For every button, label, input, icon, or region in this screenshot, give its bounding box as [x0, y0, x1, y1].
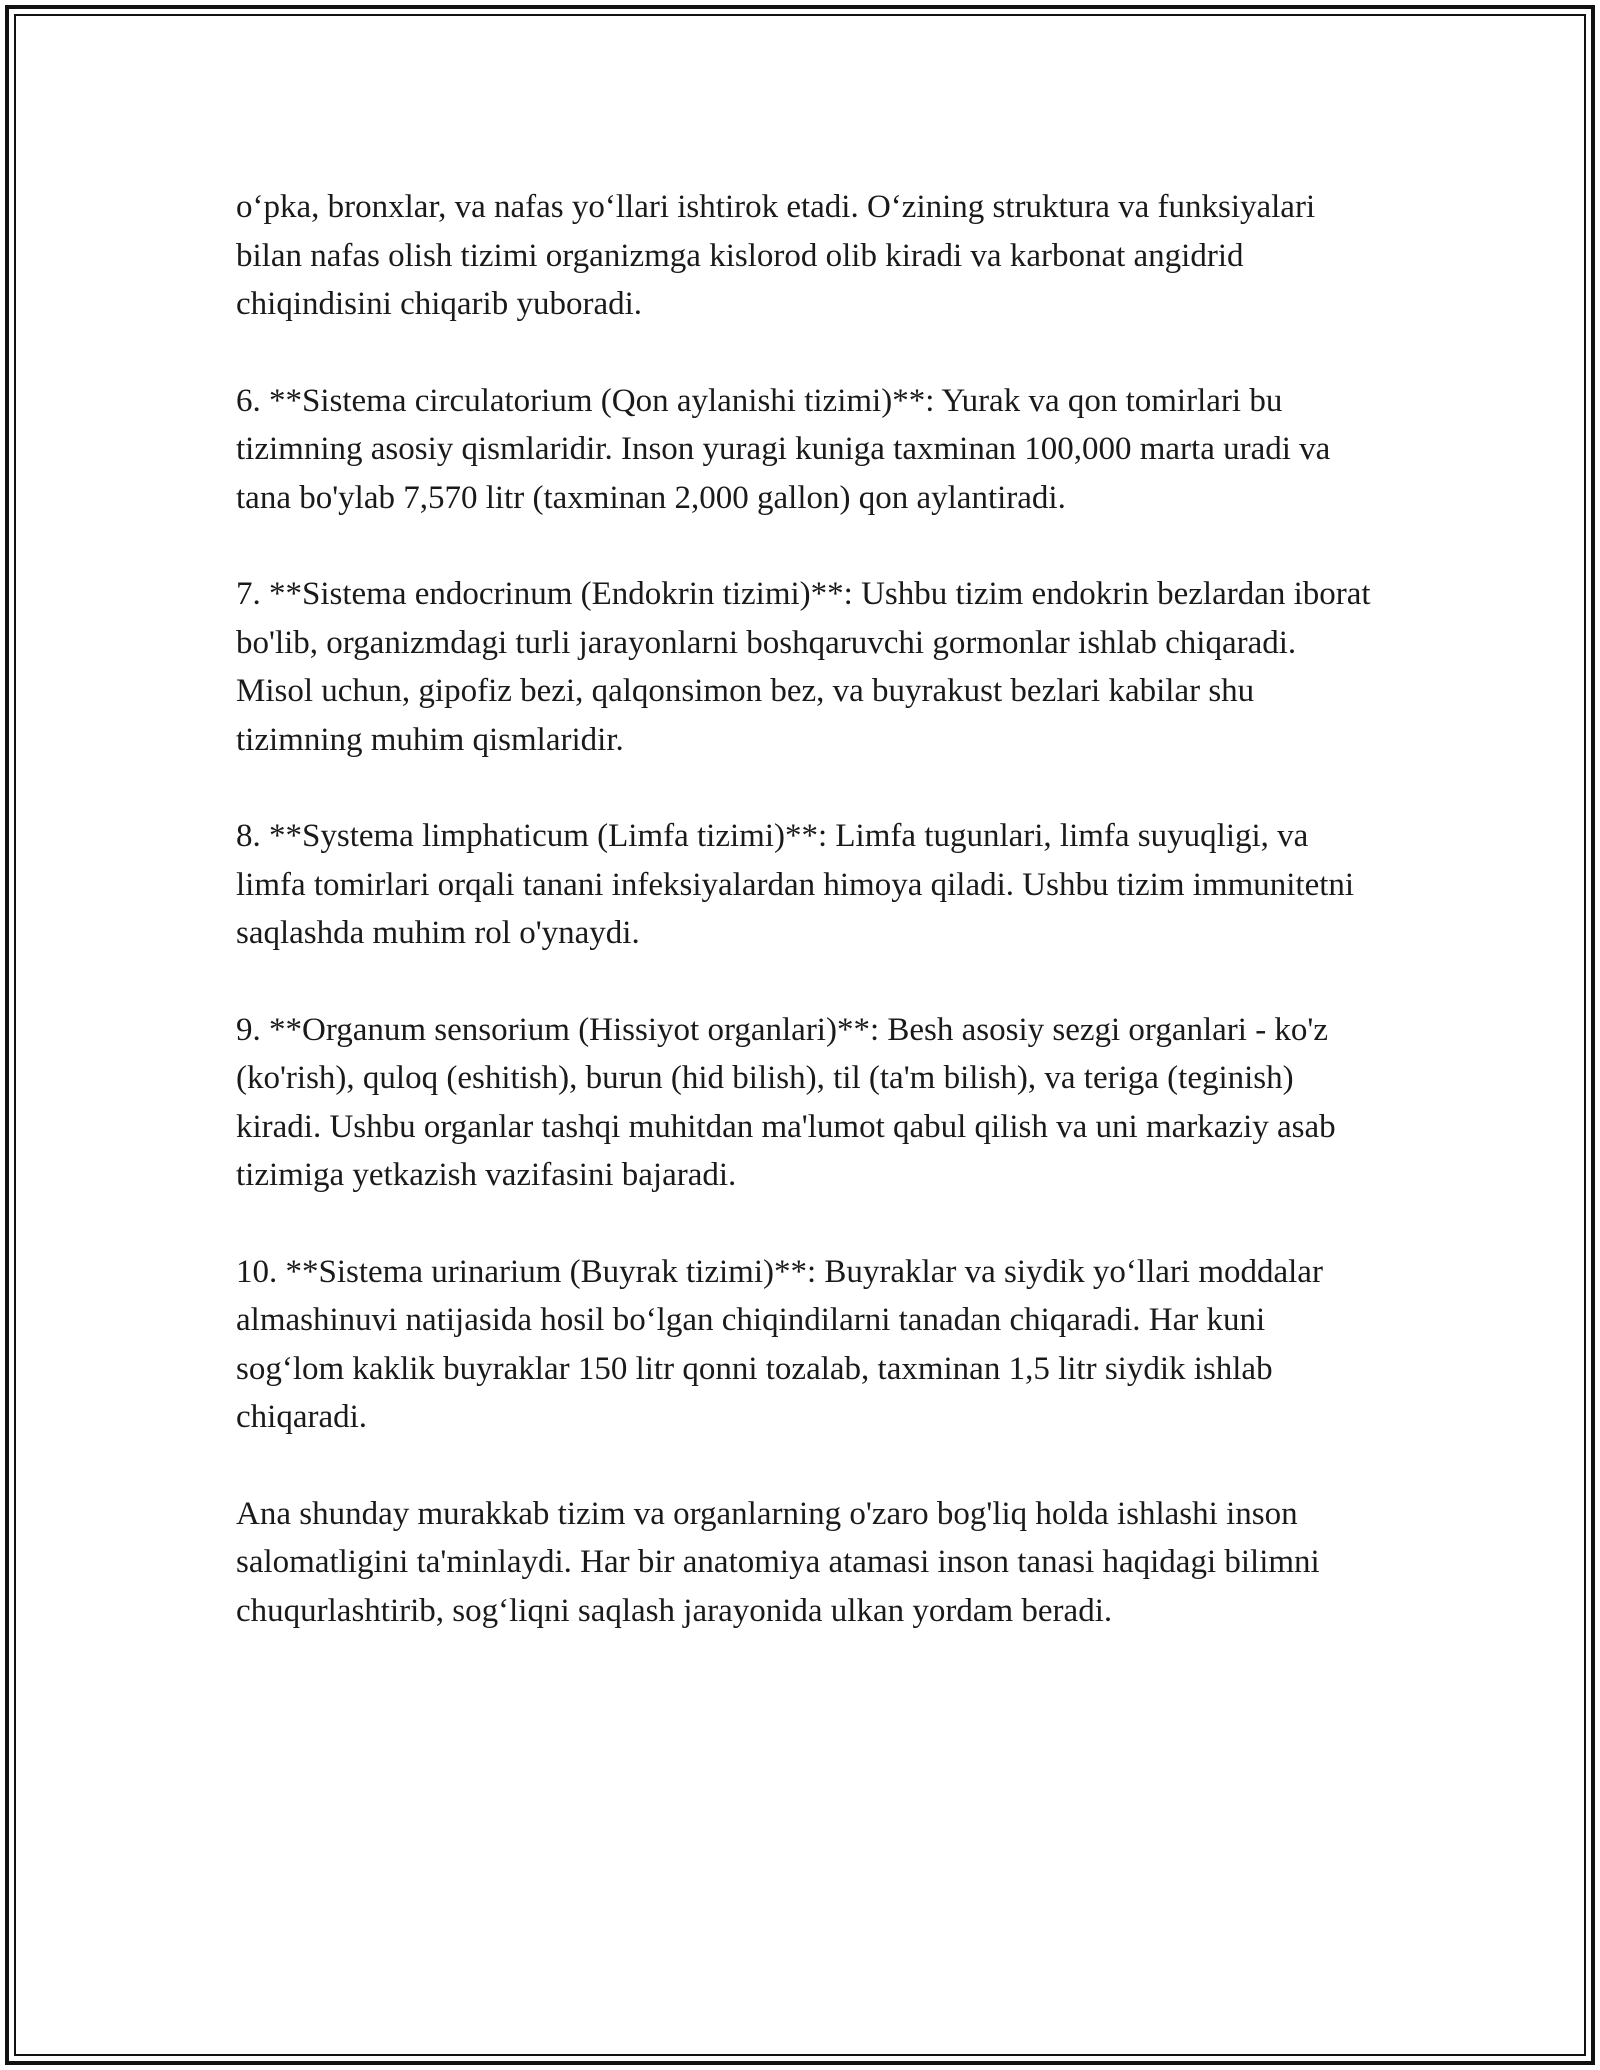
- document-body: [236, 183, 1371, 1683]
- paragraph-sensory-organs: 9. **Organum sensorium (Hissiyot organlari)**: Besh asosiy sezgi organlari - ko'z (ko'rish), quloq (eshitish), burun (hid bilish), til (ta'm bilish), va teriga (teginish) kiradi. Ushbu organlar tashqi muhitdan ma'lumot qabul qilish va uni markaziy asab tizimiga yetkazish vazifasini bajaradi.: [236, 1011, 1336, 1193]
- paragraph-respiratory-continued: o‘pka, bronxlar, va nafas yo‘llari ishtirok etadi. O‘zining struktura va funksiyalari bilan nafas olish tizimi organizmga kislorod olib kiradi va karbonat angidrid chiqindisini chiqarib yuboradi.: [236, 189, 1316, 322]
- paragraph-endocrine-system: 7. **Sistema endocrinum (Endokrin tizimi)**: Ushbu tizim endokrin bezlardan iborat bo'lib, organizmdagi turli jarayonlarni boshqaruvchi gormonlar ishlab chiqaradi. Misol uchun, gipofiz bezi, qalqonsimon bez, va buyrakust bezlari kabilar shu tizimning muhim qismlaridir.: [236, 576, 1371, 758]
- paragraph-circulatory-system: 6. **Sistema circulatorium (Qon aylanishi tizimi)**: Yurak va qon tomirlari bu tizimning asosiy qismlaridir. Inson yuragi kuniga taxminan 100,000 marta uradi va tana bo'ylab 7,570 litr (taxminan 2,000 gallon) qon aylantiradi.: [236, 382, 1331, 516]
- paragraph-lymphatic-system: 8. **Systema limphaticum (Limfa tizimi)**: Limfa tugunlari, limfa suyuqligi, va limfa tomirlari orqali tanani infeksiyalardan himoya qiladi. Ushbu tizim immunitetni saqlashda muhim rol o'ynaydi.: [236, 818, 1355, 951]
- paragraph-conclusion: Ana shunday murakkab tizim va organlarning o'zaro bog'liq holda ishlashi inson salomatligini ta'minlaydi. Har bir anatomiya atamasi inson tanasi haqidagi bilimni chuqurlashtirib, sog‘liqni saqlash jarayonida ulkan yordam beradi.: [236, 1495, 1320, 1629]
- paragraph-urinary-system: 10. **Sistema urinarium (Buyrak tizimi)**: Buyraklar va siydik yo‘llari moddalar almashinuvi natijasida hosil bo‘lgan chiqindilarni tanadan chiqaradi. Har kuni sog‘lom kaklik buyraklar 150 litr qonni tozalab, taxminan 1,5 litr siydik ishlab chiqaradi.: [236, 1253, 1323, 1435]
